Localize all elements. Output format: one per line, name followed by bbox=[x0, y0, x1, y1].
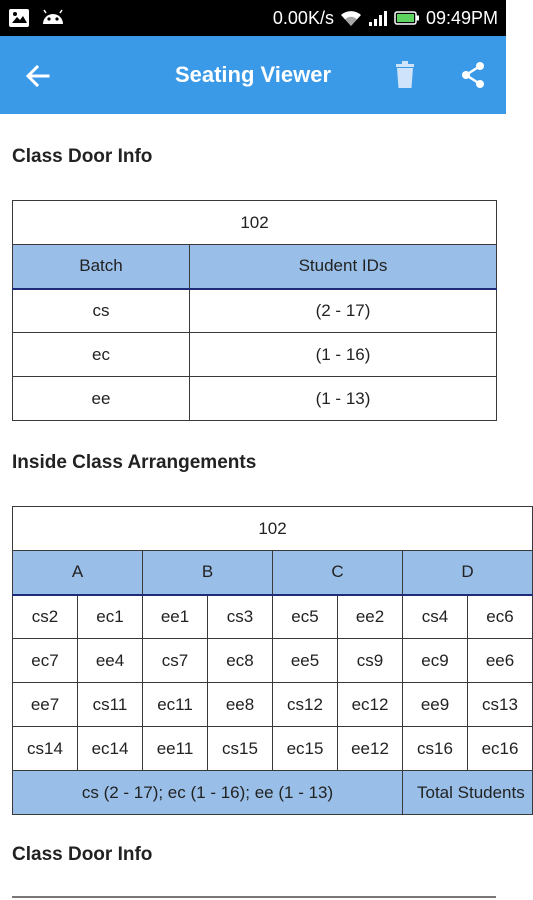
seat-cell: ee5 bbox=[273, 639, 338, 683]
wifi-icon bbox=[340, 9, 362, 27]
seat-cell: ec7 bbox=[13, 639, 78, 683]
summary-row bbox=[13, 771, 533, 815]
seat-cell: cs11 bbox=[78, 683, 143, 727]
table-row bbox=[13, 507, 533, 551]
seat-cell: ec8 bbox=[208, 639, 273, 683]
seat-cell: cs15 bbox=[208, 727, 273, 771]
column-group-c: C bbox=[273, 551, 403, 595]
seat-cell: ee4 bbox=[78, 639, 143, 683]
seat-cell: ec5 bbox=[273, 595, 338, 639]
class-door-info-title-2: Class Door Info bbox=[12, 844, 153, 865]
column-group-b: B bbox=[143, 551, 273, 595]
seat-cell: ec9 bbox=[403, 639, 468, 683]
table-header-row bbox=[13, 245, 497, 289]
table-row bbox=[13, 201, 497, 245]
android-icon bbox=[40, 8, 66, 28]
column-group-d: D bbox=[403, 551, 533, 595]
seat-cell: ee11 bbox=[143, 727, 208, 771]
seat-cell: ee2 bbox=[338, 595, 403, 639]
seat-cell: ec16 bbox=[468, 727, 533, 771]
seat-cell: cs2 bbox=[13, 595, 78, 639]
app-bar bbox=[0, 36, 506, 114]
column-header-batch: Batch bbox=[13, 245, 190, 289]
trash-icon bbox=[393, 61, 417, 89]
room-number: 102 bbox=[13, 507, 533, 551]
back-button[interactable] bbox=[20, 58, 56, 94]
seating-arrangement-table bbox=[12, 506, 533, 815]
batch-cell: cs bbox=[13, 289, 190, 333]
share-icon bbox=[459, 61, 487, 89]
arrow-left-icon bbox=[24, 62, 52, 90]
seat-cell: cs14 bbox=[13, 727, 78, 771]
table-row bbox=[13, 333, 497, 377]
seat-cell: cs12 bbox=[273, 683, 338, 727]
room-number: 102 bbox=[13, 201, 497, 245]
student-ids-cell: (1 - 13) bbox=[190, 377, 497, 421]
student-ids-cell: (1 - 16) bbox=[190, 333, 497, 377]
table-row bbox=[13, 727, 533, 771]
inside-class-arrangements-title: Inside Class Arrangements bbox=[12, 452, 257, 473]
seat-cell: ec11 bbox=[143, 683, 208, 727]
class-door-info-table bbox=[12, 200, 497, 421]
table-row bbox=[13, 377, 497, 421]
table-row bbox=[13, 289, 497, 333]
system-icons bbox=[273, 8, 498, 29]
table-row bbox=[13, 683, 533, 727]
seat-cell: ee7 bbox=[13, 683, 78, 727]
seat-cell: ee1 bbox=[143, 595, 208, 639]
total-students-label: Total Students bbox=[403, 771, 533, 815]
next-table-edge bbox=[12, 896, 496, 898]
delete-button[interactable] bbox=[388, 58, 422, 92]
share-button[interactable] bbox=[456, 58, 490, 92]
seat-cell: cs13 bbox=[468, 683, 533, 727]
seat-cell: ee9 bbox=[403, 683, 468, 727]
seat-cell: cs9 bbox=[338, 639, 403, 683]
batch-summary: cs (2 - 17); ec (1 - 16); ee (1 - 13) bbox=[13, 771, 403, 815]
seat-cell: cs4 bbox=[403, 595, 468, 639]
seat-cell: ec14 bbox=[78, 727, 143, 771]
seat-cell: ec12 bbox=[338, 683, 403, 727]
seat-cell: cs3 bbox=[208, 595, 273, 639]
column-header-student-ids: Student IDs bbox=[190, 245, 497, 289]
status-bar bbox=[0, 0, 506, 36]
class-door-info-title: Class Door Info bbox=[12, 146, 153, 167]
seat-cell: ee8 bbox=[208, 683, 273, 727]
seat-cell: ec15 bbox=[273, 727, 338, 771]
column-group-a: A bbox=[13, 551, 143, 595]
batch-cell: ee bbox=[13, 377, 190, 421]
image-notification-icon bbox=[8, 8, 30, 28]
battery-icon bbox=[394, 10, 420, 26]
seat-cell: cs16 bbox=[403, 727, 468, 771]
batch-cell: ec bbox=[13, 333, 190, 377]
seat-cell: ee6 bbox=[468, 639, 533, 683]
page-title: Seating Viewer bbox=[174, 62, 332, 87]
notification-icons bbox=[8, 8, 66, 28]
seat-cell: cs7 bbox=[143, 639, 208, 683]
clock: 09:49PM bbox=[425, 7, 498, 28]
network-speed: 0.00K/s bbox=[272, 7, 334, 28]
seat-cell: ec6 bbox=[468, 595, 533, 639]
table-header-row bbox=[13, 551, 533, 595]
table-row bbox=[13, 639, 533, 683]
table-row bbox=[13, 595, 533, 639]
seat-cell: ee12 bbox=[338, 727, 403, 771]
seat-cell: ec1 bbox=[78, 595, 143, 639]
signal-icon bbox=[368, 9, 388, 27]
student-ids-cell: (2 - 17) bbox=[190, 289, 497, 333]
